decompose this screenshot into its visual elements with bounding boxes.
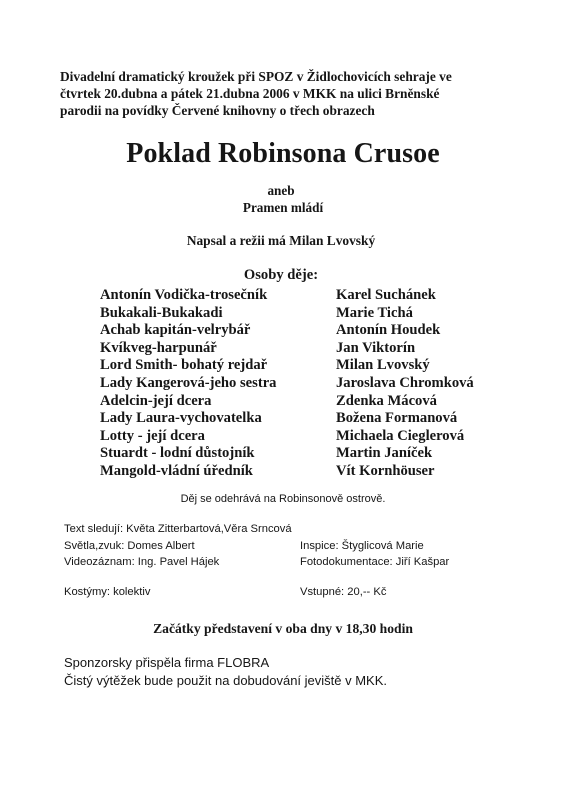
cast-role: Stuardt - lodní důstojník xyxy=(100,445,255,462)
cast-actor: Marie Tichá xyxy=(336,304,413,321)
cast-row xyxy=(100,463,490,481)
crew-inspice: Inspice: Štyglicová Marie xyxy=(300,540,424,552)
cast-role: Bukakali-Bukakadi xyxy=(100,304,223,321)
cast-role: Lady Laura-vychovatelka xyxy=(100,410,262,427)
cast-role: Kvíkveg-harpunář xyxy=(100,339,217,356)
crew-lights-sound: Světla,zvuk: Domes Albert xyxy=(64,540,195,552)
crew-costumes: Kostýmy: kolektiv xyxy=(64,586,151,598)
cast-row xyxy=(100,322,490,340)
author-line: Napsal a režii má Milan Lvovský xyxy=(186,233,376,248)
cast-row xyxy=(100,340,490,358)
cast-actor: Antonín Houdek xyxy=(336,322,441,339)
cast-actor: Vít Kornhöuser xyxy=(336,462,435,479)
cast-row xyxy=(100,287,490,305)
subtitle-connector: aneb xyxy=(267,183,295,198)
crew-photo: Fotodokumentace: Jiří Kašpar xyxy=(300,556,450,568)
cast-actor: Karel Suchánek xyxy=(336,287,436,303)
crew-video: Videozáznam: Ing. Pavel Hájek xyxy=(64,556,220,568)
cast-row xyxy=(100,445,490,463)
intro-paragraph xyxy=(60,68,530,119)
sponsor-line: Sponzorsky přispěla firma FLOBRA xyxy=(64,655,270,670)
cast-row xyxy=(100,393,490,411)
start-times: Začátky představení v oba dny v 18,30 hodin xyxy=(153,621,413,636)
cast-role: Lord Smith- bohatý rejdař xyxy=(100,357,268,374)
setting-note: Děj se odehrává na Robinsonově ostrově. xyxy=(180,493,386,505)
intro-line-1: Divadelní dramatický kroužek při SPOZ v Židlochovicích sehraje ve xyxy=(60,69,452,84)
cast-actor: Milan Lvovský xyxy=(336,357,430,374)
play-subtitle: Pramen mládí xyxy=(242,200,324,215)
cast-actor: Zdenka Mácová xyxy=(336,392,437,409)
cast-row xyxy=(100,428,490,446)
intro-line-3: parodii na povídky Červené knihovny o třech obrazech xyxy=(60,103,375,118)
cast-actor: Jaroslava Chromková xyxy=(336,374,474,391)
cast-role: Antonín Vodička-trosečník xyxy=(100,287,268,303)
cast-actor: Michaela Cieglerová xyxy=(336,427,465,444)
intro-line-2: čtvrtek 20.dubna a pátek 21.dubna 2006 v MKK na ulici Brněnské xyxy=(60,86,440,101)
play-title: Poklad Robinsona Crusoe xyxy=(126,138,440,169)
cast-row xyxy=(100,357,490,375)
crew-text-follow: Text sledují: Květa Zitterbartová,Věra Srncová xyxy=(64,523,292,535)
cast-actor: Martin Janíček xyxy=(336,445,433,462)
cast-list xyxy=(100,287,490,481)
cast-row xyxy=(100,375,490,393)
cast-role: Mangold-vládní úředník xyxy=(100,462,253,479)
cast-heading: Osoby děje: xyxy=(243,267,319,283)
admission-price: Vstupné: 20,-- Kč xyxy=(300,586,387,598)
cast-actor: Božena Formanová xyxy=(336,410,458,427)
cast-role: Adelcin-její dcera xyxy=(100,392,212,409)
cast-row xyxy=(100,410,490,428)
cast-actor: Jan Viktorín xyxy=(336,339,416,356)
cast-role: Achab kapitán-velrybář xyxy=(100,322,251,339)
cast-row xyxy=(100,305,490,323)
proceeds-line: Čistý výtěžek bude použit na dobudování jeviště v MKK. xyxy=(64,673,388,688)
cast-role: Lady Kangerová-jeho sestra xyxy=(100,374,277,391)
cast-role: Lotty - její dcera xyxy=(100,427,205,444)
